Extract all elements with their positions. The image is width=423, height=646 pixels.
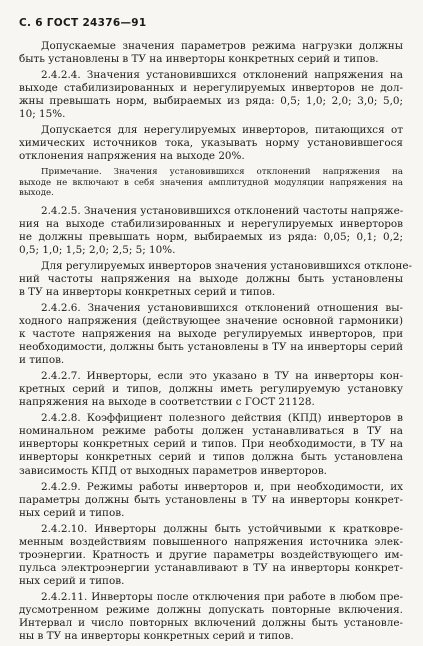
text-line: и типов. (19, 354, 65, 367)
text-paragraph (19, 523, 403, 588)
text-line: выходе стабилизированных и нерегулируемых инверторов не дол- (19, 82, 403, 95)
text-line: напряжения на выходе в соответствии с ГОСТ 21128. (19, 396, 315, 409)
text-line: инверторы конкретных серий и типов. При необходимости, в ТУ на (19, 438, 403, 451)
text-line: Допускается для нерегулируемых инверторов, питающихся от (41, 124, 403, 137)
text-line: Примечание. Значения установившихся отклонений напряжения на (41, 167, 403, 178)
text-paragraph (19, 259, 413, 299)
page-header: С. 6 ГОСТ 24376—91 (19, 17, 147, 29)
text-line: в ТУ на инверторы конкретных серий и типов. (19, 285, 276, 298)
text-line: химических источников тока, указывать норму установившегося (19, 137, 403, 150)
text-line: Для регулируемых инверторов значения установившихся отклоне- (41, 259, 413, 272)
text-line: 2.4.2.8. Коэффициент полезного действия (КПД) инверторов в (41, 412, 403, 425)
text-line: 2.4.2.7. Инверторы, если это указано в ТУ на инверторы кон- (41, 370, 403, 383)
text-line: 0,5; 1,0; 1,5; 2,0; 2,5; 5; 10%. (19, 243, 176, 256)
text-line: дусмотренном режиме должны допускать повторные включения. (19, 604, 403, 616)
text-line: параметры должны быть установлены в ТУ на инверторы конкрет- (19, 493, 403, 506)
text-paragraph (19, 124, 403, 163)
text-line: 2.4.2.6. Значения установившихся отклонений отношения вы- (41, 301, 403, 314)
text-line: жны превышать норм, выбираемых из ряда: 0,5; 1,0; 2,0; 3,0; 5,0; (19, 95, 403, 108)
text-line: троэнергии. Кратность и другие параметры воздействующего им- (19, 548, 403, 561)
text-line: 10; 15%. (19, 108, 66, 121)
text-line: Допускаемые значения параметров режима нагрузки должны (41, 40, 403, 52)
text-line: не должны превышать норм, выбираемых из ряда: 0,05; 0,1; 0,2; (19, 230, 403, 243)
text-line: необходимости, должны быть установлены в ТУ на инверторы серий (19, 341, 403, 354)
text-line: ходного напряжения (действующее значение основной гармоники) (19, 315, 403, 328)
text-paragraph (19, 205, 403, 257)
text-line: пульса электроэнергии устанавливают в ТУ на инверторы конкрет- (19, 561, 403, 574)
text-line: ных серий и типов. (19, 574, 125, 587)
text-paragraph (19, 591, 403, 643)
note-paragraph (19, 167, 403, 198)
text-paragraph (19, 412, 403, 477)
text-paragraph (19, 370, 403, 409)
text-line: 2.4.2.5. Значения установившихся отклонений частоты напряже- (41, 204, 404, 217)
document-body (19, 40, 413, 646)
text-line: менным воздействиям повышенного напряжения источника элек- (19, 535, 403, 548)
text-line: номинальном режиме работы должен устанавливаться в ТУ на (19, 425, 403, 438)
text-line: зависимость КПД от выходных параметров инверторов. (19, 464, 327, 477)
text-line: выходе не включают в себя значения амплитудной модуляции напряжения на (19, 177, 403, 188)
text-line: Интервал и число повторных включений должны быть установле- (19, 617, 403, 630)
text-line: 2.4.2.11. Инверторы после отключения при работе в любом пре- (41, 590, 403, 603)
text-line: инверторы конкретных серий и типов должна быть установлена (19, 451, 403, 464)
text-line: ных серий и типов. (19, 506, 125, 519)
text-line: ны в ТУ на инверторы конкретных серий и типов. (19, 630, 294, 643)
text-paragraph (19, 69, 403, 121)
text-line: ния на выходе стабилизированных и нерегулируемых инверторов (19, 217, 403, 230)
text-line: быть установлены в ТУ на инверторы конкретных серий и типов. (19, 53, 379, 66)
text-line: 2.4.2.10. Инверторы должны быть устойчивыми к кратковре- (41, 522, 403, 535)
text-paragraph (19, 481, 403, 520)
text-line: 2.4.2.4. Значения установившихся отклонений напряжения на (41, 69, 403, 82)
text-paragraph (19, 40, 403, 66)
text-paragraph (19, 302, 403, 367)
text-line: к частоте напряжения на выходе регулируемых инверторов, при (19, 328, 403, 341)
text-line: выходе. (19, 188, 54, 199)
text-line: ний частоты напряжения на выходе должны быть установлены (19, 272, 403, 285)
text-line: кретных серий и типов, должны иметь регулируемую установку (19, 383, 403, 396)
text-line: 2.4.2.9. Режимы работы инверторов и, при необходимости, их (41, 480, 403, 493)
text-line: отклонения напряжения на выходе 20%. (19, 150, 245, 163)
